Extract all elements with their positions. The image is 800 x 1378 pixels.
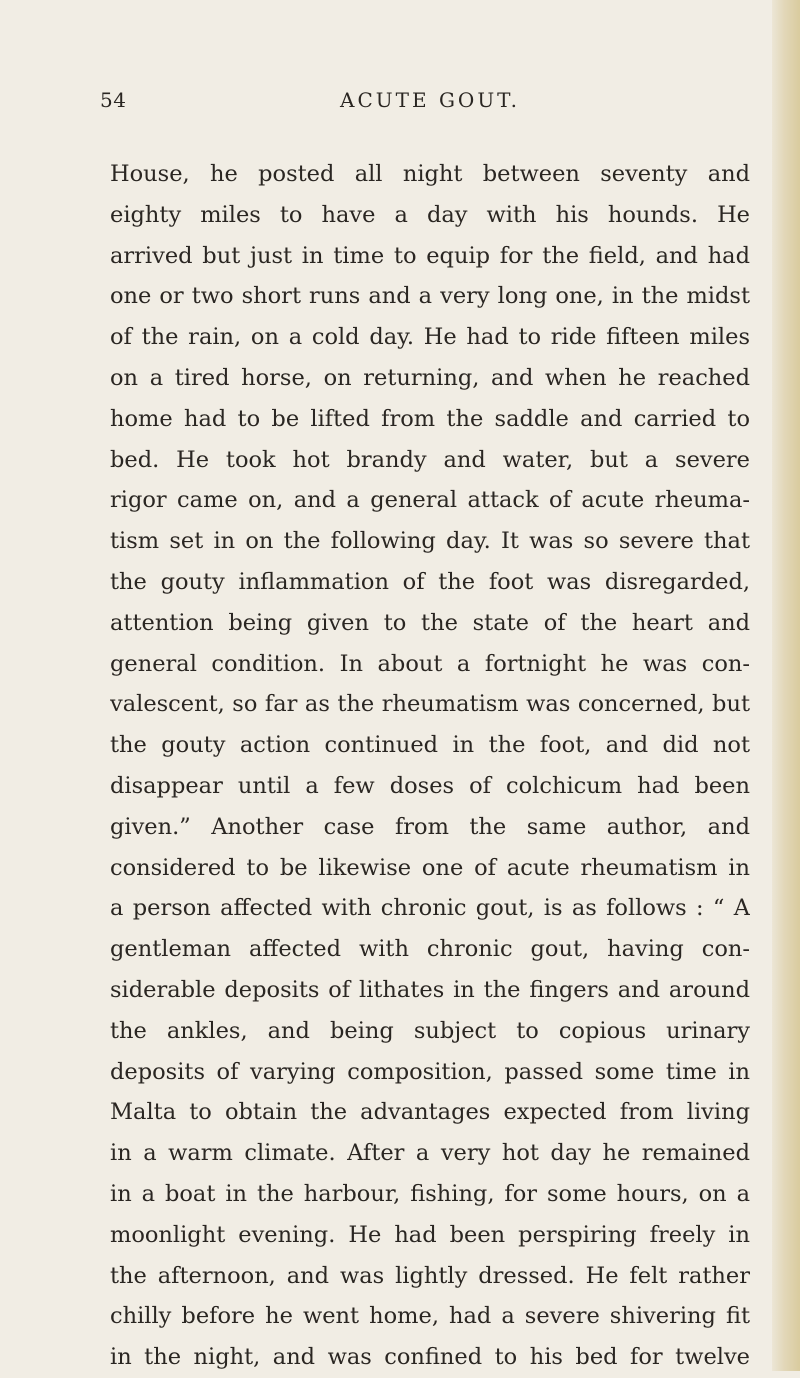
text-line: attention being given to the state of the heart and [110, 609, 750, 636]
text-line: tism set in on the following day. It was so severe that [110, 528, 750, 555]
text-line: of the rain, on a cold day. He had to ride fifteen miles [110, 324, 750, 351]
body-text [110, 154, 750, 1378]
text-line: in a boat in the harbour, fishing, for some hours, on a [110, 1180, 750, 1207]
text-line: the gouty inflammation of the foot was disregarded, [110, 568, 750, 595]
text-line: considered to be likewise one of acute rheumatism in [110, 854, 750, 881]
text-line: the afternoon, and was lightly dressed. He felt rather [110, 1262, 750, 1289]
text-line: on a tired horse, on returning, and when he reached [110, 364, 750, 391]
text-line: arrived but just in time to equip for the field, and had [110, 242, 750, 269]
text-line: chilly before he went home, had a severe shivering fit [110, 1303, 750, 1330]
text-line: one or two short runs and a very long one, in the midst [110, 283, 750, 310]
page-number: 54 [100, 88, 127, 112]
text-line: eighty miles to have a day with his hounds. He [110, 201, 750, 228]
text-line: the ankles, and being subject to copious urinary [110, 1017, 750, 1044]
text-line: deposits of varying composition, passed some time in [110, 1058, 750, 1085]
text-line: the gouty action continued in the foot, and did not [110, 732, 750, 759]
page-header [100, 80, 760, 120]
text-line: in a warm climate. After a very hot day he remained [110, 1140, 750, 1167]
text-line: rigor came on, and a general attack of acute rheuma- [110, 487, 750, 514]
text-line: bed. He took hot brandy and water, but a severe [110, 446, 750, 473]
text-line: Malta to obtain the advantages expected from living [110, 1099, 750, 1126]
text-line: moonlight evening. He had been perspiring freely in [110, 1221, 750, 1248]
text-line: a person affected with chronic gout, is as follows : “ A [110, 895, 750, 922]
text-line: home had to be lifted from the saddle and carried to [110, 405, 750, 432]
text-line: given.” Another case from the same author, and [110, 813, 750, 840]
text-line: siderable deposits of lithates in the fingers and around [110, 976, 750, 1003]
text-line: House, he posted all night between seventy and [110, 161, 750, 187]
text-line: general condition. In about a fortnight he was con- [110, 650, 750, 677]
page-edge [772, 0, 800, 1371]
text-line: gentleman affected with chronic gout, having con- [110, 936, 750, 963]
text-line: in the night, and was confined to his bed for twelve [110, 1344, 750, 1371]
text-line: disappear until a few doses of colchicum had been [110, 772, 750, 799]
text-line: valescent, so far as the rheumatism was concerned, but [110, 691, 750, 718]
running-title: ACUTE GOUT. [340, 88, 520, 112]
